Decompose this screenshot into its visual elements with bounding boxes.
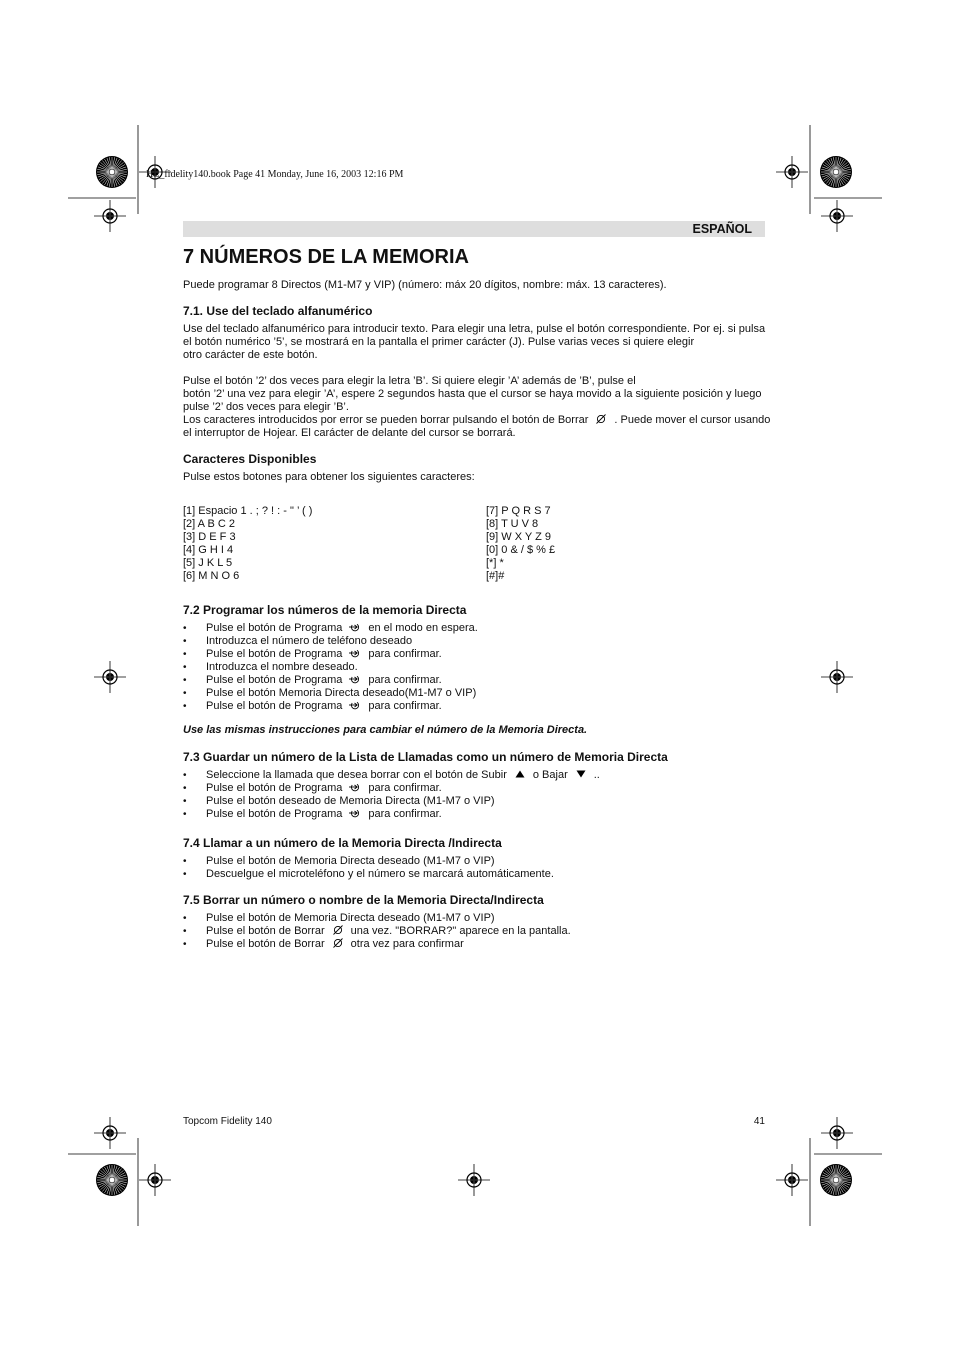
list-item bbox=[183, 622, 478, 635]
list-item-text: Pulse el botón Memoria Directa deseado(M1-M7 o VIP) bbox=[206, 687, 477, 699]
char-row: [0] 0 & / $ % £ bbox=[486, 544, 556, 556]
list-item-text: Introduzca el nombre deseado. bbox=[206, 661, 358, 673]
section-7-4-heading: 7.4 Llamar a un número de la Memoria Directa /Indirecta bbox=[183, 836, 502, 850]
characters-right-column bbox=[486, 505, 555, 583]
section-7-5-list bbox=[183, 912, 571, 951]
list-item-text: Pulse el botón de Memoria Directa deseado (M1-M7 o VIP) bbox=[206, 855, 495, 867]
text-line: el botón numérico ’5’, se mostrará en la pantalla el primer carácter (J). Pulse varias veces si quiere elegir bbox=[183, 336, 695, 348]
list-item-text: para confirmar. bbox=[368, 674, 442, 686]
up-triangle-icon bbox=[513, 769, 527, 779]
delete-icon bbox=[331, 938, 345, 948]
list-item bbox=[183, 635, 478, 648]
section-7-3-list bbox=[183, 769, 600, 821]
list-item-text: Pulse el botón de Memoria Directa deseado (M1-M7 o VIP) bbox=[206, 912, 495, 924]
list-item bbox=[183, 674, 478, 687]
list-item-text: o Bajar bbox=[532, 769, 568, 781]
char-row: [#]# bbox=[486, 570, 505, 582]
text-line: Use del teclado alfanumérico para introducir texto. Para elegir una letra, pulse el botón correspondiente. Por ej. si pulsa bbox=[183, 323, 766, 335]
list-item-text: Pulse el botón deseado de Memoria Directa (M1-M7 o VIP) bbox=[206, 795, 495, 807]
delete-icon bbox=[331, 925, 345, 935]
footer-product: Topcom Fidelity 140 bbox=[183, 1116, 272, 1127]
list-item bbox=[183, 769, 600, 782]
section-7-4-list bbox=[183, 855, 554, 881]
list-item-text: Pulse el botón de Borrar bbox=[206, 925, 325, 937]
text-fragment: Los caracteres introducidos por error se pueden borrar pulsando el botón de Borrar bbox=[183, 414, 589, 426]
characters-heading: Caracteres Disponibles bbox=[183, 452, 317, 466]
list-item-text: Pulse el botón de Programa bbox=[206, 648, 343, 660]
program-arrow-icon bbox=[348, 622, 362, 632]
list-item-text: Pulse el botón de Programa bbox=[206, 622, 343, 634]
list-item-text: Pulse el botón de Programa bbox=[206, 782, 343, 794]
program-arrow-icon bbox=[348, 648, 362, 658]
characters-intro: Pulse estos botones para obtener los siguientes caracteres: bbox=[183, 471, 475, 483]
list-item bbox=[183, 661, 478, 674]
list-item bbox=[183, 938, 571, 951]
list-item-text: Descuelgue el microteléfono y el número se marcará automáticamente. bbox=[206, 868, 554, 880]
list-item-text: Pulse el botón de Programa bbox=[206, 700, 343, 712]
page-title: 7 NÚMEROS DE LA MEMORIA bbox=[183, 246, 469, 268]
text-line: pulse ’2’ dos veces para elegir ’B’. bbox=[183, 401, 349, 413]
program-arrow-icon bbox=[348, 808, 362, 818]
char-row: [3] D E F 3 bbox=[183, 531, 236, 543]
list-item-text: para confirmar. bbox=[368, 782, 442, 794]
char-row: [1] Espacio 1 . ; ? ! : - " ’ ( ) bbox=[183, 505, 313, 517]
list-item-text: Pulse el botón de Borrar bbox=[206, 938, 325, 950]
list-item-text: Pulse el botón de Programa bbox=[206, 674, 343, 686]
section-7-5-heading: 7.5 Borrar un número o nombre de la Memoria Directa/Indirecta bbox=[183, 893, 544, 907]
down-triangle-icon bbox=[574, 769, 588, 779]
char-row: [*] * bbox=[486, 557, 504, 569]
section-7-3-heading: 7.3 Guardar un número de la Lista de Llamadas como un número de Memoria Directa bbox=[183, 750, 668, 764]
list-item-text: para confirmar. bbox=[368, 648, 442, 660]
list-item-text: Pulse el botón de Programa bbox=[206, 808, 343, 820]
section-7-2-note: Use las mismas instrucciones para cambiar el número de la Memoria Directa. bbox=[183, 724, 588, 736]
characters-left-column bbox=[183, 505, 312, 583]
list-item-text: otra vez para confirmar bbox=[350, 938, 464, 950]
char-row: [9] W X Y Z 9 bbox=[486, 531, 552, 543]
section-7-2-list bbox=[183, 622, 478, 713]
text-line: el interruptor de Hojear. El carácter de delante del cursor se borrará. bbox=[183, 427, 516, 439]
list-item-text: Introduzca el número de teléfono deseado bbox=[206, 635, 413, 647]
delete-icon bbox=[594, 414, 608, 424]
text-line bbox=[183, 414, 770, 427]
char-row: [2] A B C 2 bbox=[183, 518, 235, 530]
section-7-2-heading: 7.2 Programar los números de la memoria Directa bbox=[183, 603, 467, 617]
char-row: [4] G H I 4 bbox=[183, 544, 234, 556]
program-arrow-icon bbox=[348, 782, 362, 792]
language-label: ESPAÑOL bbox=[692, 222, 752, 236]
list-item-text: en el modo en espera. bbox=[368, 622, 478, 634]
list-item bbox=[183, 687, 478, 700]
list-item bbox=[183, 868, 554, 881]
text-fragment: . Puede mover el cursor usando bbox=[614, 414, 771, 426]
list-item bbox=[183, 855, 554, 868]
list-item-text: para confirmar. bbox=[368, 808, 442, 820]
list-item-text: Seleccione la llamada que desea borrar con el botón de Subir bbox=[206, 769, 507, 781]
section-7-1-paragraph-1 bbox=[183, 323, 765, 362]
char-row: [7] P Q R S 7 bbox=[486, 505, 551, 517]
print-info: HL_fidelity140.book Page 41 Monday, June 16, 2003 12:16 PM bbox=[146, 169, 404, 180]
intro-text: Puede programar 8 Directos (M1-M7 y VIP) (número: máx 20 dígitos, nombre: máx. 13 caracteres). bbox=[183, 279, 667, 291]
list-item bbox=[183, 808, 600, 821]
list-item bbox=[183, 648, 478, 661]
list-item-text: .. bbox=[593, 769, 600, 781]
section-7-1-heading: 7.1. Use del teclado alfanumérico bbox=[183, 304, 373, 318]
program-arrow-icon bbox=[348, 700, 362, 710]
text-line: Pulse el botón ’2’ dos veces para elegir la letra ’B’. Si quiere elegir ’A’ además de ’B’, pulse el bbox=[183, 375, 636, 387]
list-item bbox=[183, 700, 478, 713]
char-row: [8] T U V 8 bbox=[486, 518, 539, 530]
list-item bbox=[183, 782, 600, 795]
list-item bbox=[183, 912, 571, 925]
list-item bbox=[183, 795, 600, 808]
list-item-text: una vez. "BORRAR?" aparece en la pantalla. bbox=[350, 925, 571, 937]
page-number: 41 bbox=[753, 1116, 765, 1127]
language-bar bbox=[183, 221, 765, 237]
list-item-text: para confirmar. bbox=[368, 700, 442, 712]
text-line: botón ’2’ una vez para elegir ’A’, espere 2 segundos hasta que el cursor se haya movido a la siguiente posición y luego bbox=[183, 388, 762, 400]
char-row: [5] J K L 5 bbox=[183, 557, 233, 569]
char-row: [6] M N O 6 bbox=[183, 570, 240, 582]
list-item bbox=[183, 925, 571, 938]
program-arrow-icon bbox=[348, 674, 362, 684]
section-7-1-paragraph-2 bbox=[183, 375, 770, 440]
text-line: otro carácter de este botón. bbox=[183, 349, 318, 361]
